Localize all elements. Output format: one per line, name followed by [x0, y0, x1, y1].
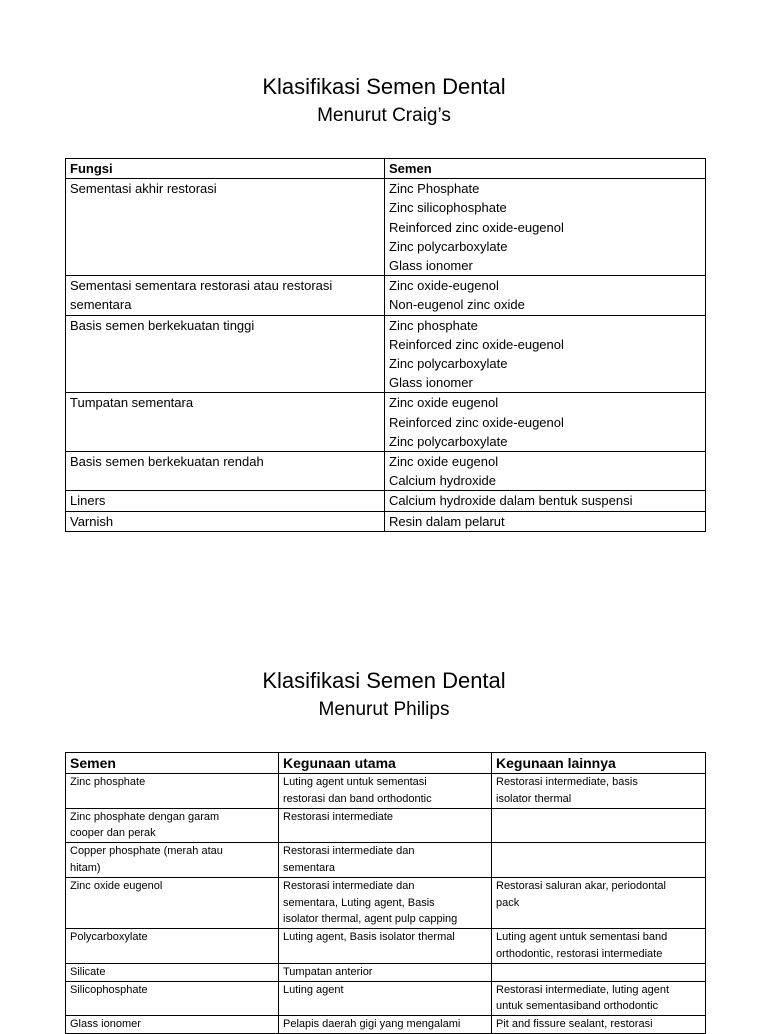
semen-cell — [66, 877, 279, 928]
cell-line: Zinc Phosphate — [389, 181, 480, 197]
fungsi-cell — [66, 452, 385, 491]
cell-line: Reinforced zinc oxide-eugenol — [389, 414, 564, 430]
cell-line: Pelapis daerah gigi yang mengalami — [283, 1018, 461, 1031]
cell-line: Zinc polycarboxylate — [389, 433, 508, 449]
cell-line: sementara — [283, 861, 335, 874]
section2-subtitle: Menurut Philips — [318, 699, 450, 720]
table-row — [66, 963, 706, 981]
table-header-row — [66, 753, 706, 774]
cell-line: Restorasi intermediate — [283, 810, 394, 823]
cell-line: Reinforced zinc oxide-eugenol — [389, 219, 564, 235]
cell-line: Copper phosphate (merah atau — [70, 845, 223, 858]
cell-line: Resin dalam pelarut — [389, 513, 505, 529]
section2-title: Klasifikasi Semen Dental — [262, 668, 506, 693]
cell-line: Basis semen berkekuatan tinggi — [70, 317, 255, 333]
kegunaan-lainnya-cell — [492, 774, 706, 809]
fungsi-cell — [66, 179, 385, 276]
kegunaan-lainnya-cell — [492, 808, 706, 843]
kegunaan-utama-cell — [279, 877, 492, 928]
cell-line: Polycarboxylate — [70, 931, 148, 944]
cell-line: Liners — [70, 493, 106, 509]
section1-title: Klasifikasi Semen Dental — [262, 74, 506, 99]
column-header-kegunaan-lainnya: Kegunaan lainnya — [492, 753, 706, 774]
kegunaan-lainnya-cell — [492, 963, 706, 981]
fungsi-cell — [66, 393, 385, 452]
semen-cell — [385, 315, 706, 393]
cell-line: Zinc silicophosphate — [389, 200, 507, 216]
semen-cell — [66, 774, 279, 809]
cell-line: Zinc phosphate — [70, 776, 146, 788]
cell-line: Tumpatan sementara — [70, 395, 194, 411]
cell-line: hitam) — [70, 861, 101, 874]
cell-line: Reinforced zinc oxide-eugenol — [389, 336, 564, 352]
kegunaan-utama-cell — [279, 808, 492, 843]
cell-line: Luting agent, Basis isolator thermal — [283, 931, 455, 944]
cell-line: Zinc oxide eugenol — [70, 879, 163, 892]
cell-line: Silicate — [70, 965, 106, 978]
semen-cell — [385, 393, 706, 452]
cell-line: Basis semen berkekuatan rendah — [70, 454, 264, 470]
cell-line: Restorasi saluran akar, periodontal — [496, 879, 666, 892]
column-header-fungsi: Fungsi — [66, 159, 385, 179]
fungsi-cell — [66, 491, 385, 511]
column-header-kegunaan-utama: Kegunaan utama — [279, 753, 492, 774]
cell-line: Varnish — [70, 513, 114, 529]
fungsi-cell — [66, 276, 385, 315]
craig-classification-table — [65, 158, 706, 532]
cell-line: Sementasi akhir restorasi — [70, 181, 217, 197]
cell-line: Silicophosphate — [70, 983, 148, 996]
cell-line: Zinc polycarboxylate — [389, 238, 508, 254]
semen-cell — [66, 981, 279, 1016]
fungsi-cell — [66, 511, 385, 531]
semen-cell — [66, 843, 279, 878]
semen-cell — [385, 452, 706, 491]
cell-line: Pit and fissure sealant, restorasi — [496, 1018, 653, 1031]
column-header-semen: Semen — [385, 159, 706, 179]
kegunaan-utama-cell — [279, 963, 492, 981]
cell-line: Zinc oxide eugenol — [389, 454, 499, 470]
cell-line: Restorasi intermediate, basis — [496, 776, 638, 788]
table-row — [66, 774, 706, 809]
philips-classification-table — [65, 752, 706, 1034]
kegunaan-lainnya-cell — [492, 1016, 706, 1034]
cell-line: Restorasi intermediate, luting agent — [496, 983, 670, 996]
cell-line: untuk sementasiband orthodontic — [496, 1000, 659, 1013]
cell-line: Non-eugenol zinc oxide — [389, 297, 525, 313]
table-row — [66, 877, 706, 928]
kegunaan-utama-cell — [279, 774, 492, 809]
table-row — [66, 1016, 706, 1034]
cell-line: Luting agent untuk sementasi band — [496, 931, 668, 944]
kegunaan-lainnya-cell — [492, 929, 706, 964]
cell-line: pack — [496, 896, 520, 909]
cell-line: Sementasi sementara restorasi atau restorasi — [70, 278, 333, 294]
table-row — [66, 843, 706, 878]
cell-line: Tumpatan anterior — [283, 965, 373, 978]
table-row — [66, 393, 706, 452]
table-row — [66, 491, 706, 511]
fungsi-cell — [66, 315, 385, 393]
semen-cell — [66, 963, 279, 981]
table-row — [66, 808, 706, 843]
semen-cell — [66, 929, 279, 964]
section1-subtitle: Menurut Craig’s — [317, 105, 451, 126]
cell-line: Zinc phosphate — [389, 317, 478, 333]
table-row — [66, 511, 706, 531]
cell-line: Luting agent untuk sementasi — [283, 776, 427, 788]
cell-line: sementara — [70, 297, 132, 313]
table-row — [66, 276, 706, 315]
kegunaan-utama-cell — [279, 981, 492, 1016]
cell-line: isolator thermal, agent pulp capping — [283, 913, 458, 926]
cell-line: cooper dan perak — [70, 827, 156, 840]
semen-cell — [385, 179, 706, 276]
kegunaan-utama-cell — [279, 929, 492, 964]
cell-line: Calcium hydroxide — [389, 473, 496, 489]
cell-line: Calcium hydroxide dalam bentuk suspensi — [389, 493, 633, 509]
table-header-row — [66, 159, 706, 179]
cell-line: isolator thermal — [496, 792, 572, 805]
semen-cell — [385, 511, 706, 531]
cell-line: orthodontic, restorasi intermediate — [496, 947, 663, 960]
semen-cell — [385, 491, 706, 511]
cell-line: Glass ionomer — [70, 1018, 141, 1031]
table-row — [66, 981, 706, 1016]
cell-line: restorasi dan band orthodontic — [283, 792, 432, 805]
table-row — [66, 452, 706, 491]
cell-line: sementara, Luting agent, Basis — [283, 896, 435, 909]
cell-line: Glass ionomer — [389, 375, 473, 391]
kegunaan-utama-cell — [279, 843, 492, 878]
cell-line: Restorasi intermediate dan — [283, 879, 415, 892]
cell-line: Restorasi intermediate dan — [283, 845, 415, 858]
semen-cell — [66, 1016, 279, 1034]
cell-line: Glass ionomer — [389, 258, 473, 274]
table-row — [66, 179, 706, 276]
semen-cell — [385, 276, 706, 315]
kegunaan-utama-cell — [279, 1016, 492, 1034]
cell-line: Luting agent — [283, 983, 344, 996]
column-header-semen: Semen — [66, 753, 279, 774]
semen-cell — [66, 808, 279, 843]
table-row — [66, 315, 706, 393]
cell-line: Zinc oxide-eugenol — [389, 278, 499, 294]
cell-line: Zinc phosphate dengan garam — [70, 810, 220, 823]
kegunaan-lainnya-cell — [492, 877, 706, 928]
table-row — [66, 929, 706, 964]
kegunaan-lainnya-cell — [492, 843, 706, 878]
cell-line: Zinc oxide eugenol — [389, 395, 499, 411]
kegunaan-lainnya-cell — [492, 981, 706, 1016]
cell-line: Zinc polycarboxylate — [389, 356, 508, 372]
